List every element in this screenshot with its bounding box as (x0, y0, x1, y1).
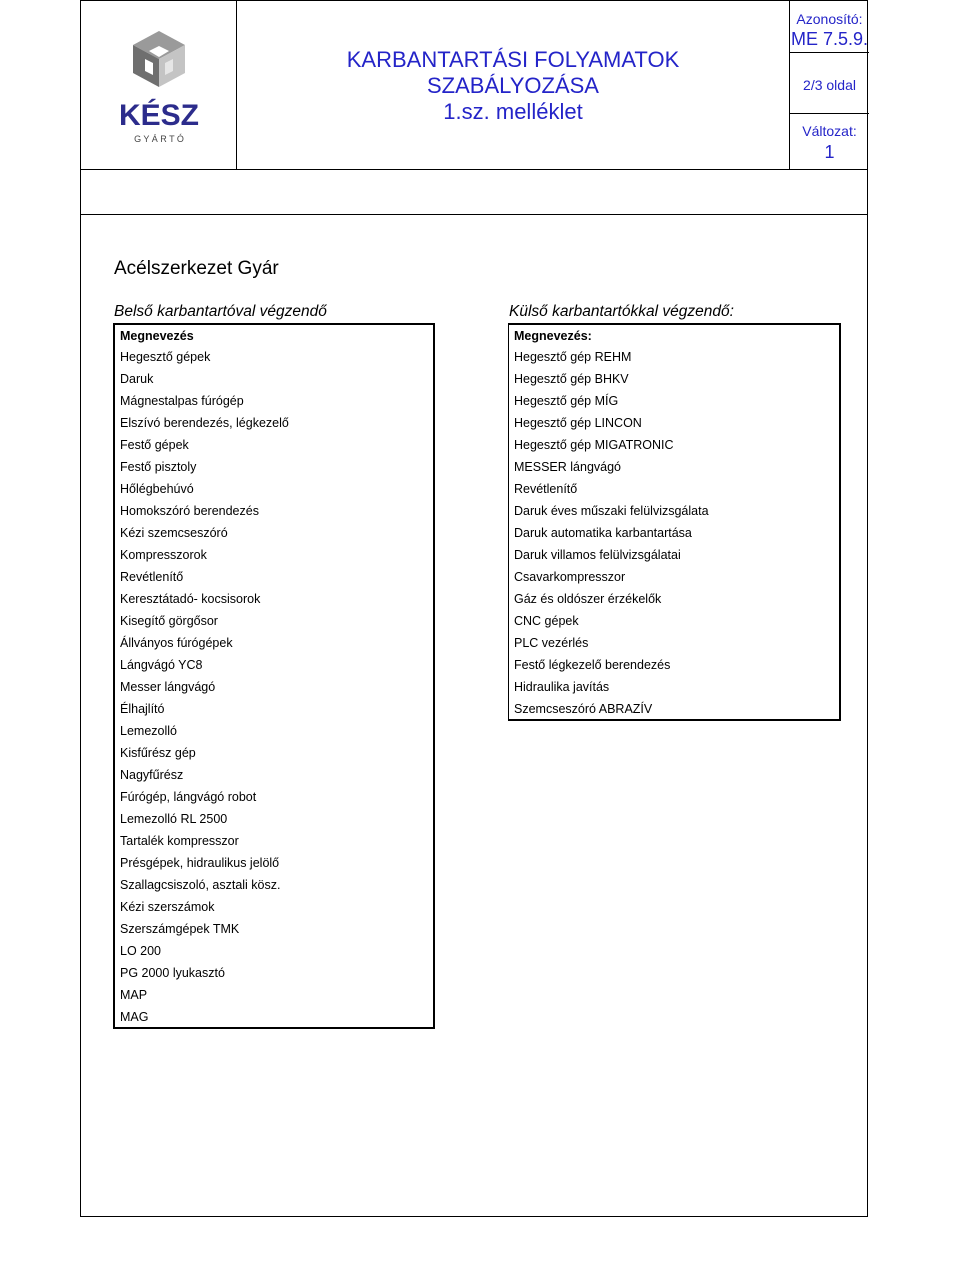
table-row (114, 390, 434, 412)
meta-divider (790, 113, 869, 114)
table-row (509, 522, 841, 544)
version-value: 1 (824, 142, 835, 162)
table-row (114, 984, 434, 1006)
table-row (509, 478, 841, 500)
table-row (114, 896, 434, 918)
column-header: Megnevezés: (509, 324, 841, 346)
list-item: Daruk (114, 368, 434, 390)
list-item: Daruk automatika karbantartása (509, 522, 841, 544)
header-blank-row (81, 169, 867, 215)
table-row (114, 434, 434, 456)
list-item: Tartalék kompresszor (114, 830, 434, 852)
table-row (114, 1006, 434, 1028)
list-item: Messer lángvágó (114, 676, 434, 698)
section-title: Acélszerkezet Gyár (114, 258, 279, 279)
list-item: Hőlégbehúvó (114, 478, 434, 500)
list-item: Daruk éves műszaki felülvizsgálata (509, 500, 841, 522)
column-header: Megnevezés (114, 324, 434, 346)
list-item: Keresztátadó- kocsisorok (114, 588, 434, 610)
table-row (509, 544, 841, 566)
table-row (114, 918, 434, 940)
version-label: Változat: (802, 123, 857, 139)
list-item: Élhajlító (114, 698, 434, 720)
list-item: Hegesztő gép LINCON (509, 412, 841, 434)
external-heading: Külső karbantartókkal végzendő: (509, 303, 734, 320)
table-row (509, 566, 841, 588)
table-row (114, 456, 434, 478)
page-number: 2/3 oldal (803, 77, 856, 93)
list-item: MAP (114, 984, 434, 1006)
table-row (509, 588, 841, 610)
table-row (509, 434, 841, 456)
list-item: Daruk villamos felülvizsgálatai (509, 544, 841, 566)
document-header (80, 0, 868, 215)
table-row (114, 698, 434, 720)
list-item: Kézi szerszámok (114, 896, 434, 918)
table-row (509, 698, 841, 720)
table-row (114, 874, 434, 896)
table-row (114, 610, 434, 632)
table-row (114, 720, 434, 742)
table-row (114, 786, 434, 808)
table-row (509, 456, 841, 478)
list-item: Lemezolló RL 2500 (114, 808, 434, 830)
table-row (114, 632, 434, 654)
list-item: LO 200 (114, 940, 434, 962)
table-row (114, 852, 434, 874)
list-item: Fúrógép, lángvágó robot (114, 786, 434, 808)
table-row (114, 522, 434, 544)
svg-text:KÉSZ: KÉSZ (118, 99, 200, 132)
internal-maintenance-table (113, 323, 435, 1029)
company-logo (81, 1, 237, 169)
list-item: Lemezolló (114, 720, 434, 742)
id-value: ME 7.5.9. (790, 29, 869, 49)
list-item: Kompresszorok (114, 544, 434, 566)
title-line-2: SZABÁLYOZÁSA (427, 73, 599, 98)
table-row (114, 742, 434, 764)
table-row (509, 632, 841, 654)
list-item: Revétlenítő (509, 478, 841, 500)
external-maintenance-table (508, 323, 841, 721)
meta-divider (790, 52, 869, 53)
list-item: Présgépek, hidraulikus jelölő (114, 852, 434, 874)
table-row (114, 676, 434, 698)
list-item: Szallagcsiszoló, asztali kösz. (114, 874, 434, 896)
table-row (509, 346, 841, 368)
table-row (114, 808, 434, 830)
kesz-logo-icon (81, 1, 237, 169)
title-line-3: 1.sz. melléklet (443, 99, 583, 124)
list-item: Elszívó berendezés, légkezelő (114, 412, 434, 434)
list-item: Mágnestalpas fúrógép (114, 390, 434, 412)
table-row (509, 368, 841, 390)
list-item: Hegesztő gép MIGATRONIC (509, 434, 841, 456)
table-row (114, 764, 434, 786)
table-row (114, 412, 434, 434)
table-row (114, 566, 434, 588)
list-item: Hegesztő gép BHKV (509, 368, 841, 390)
table-row (114, 940, 434, 962)
internal-heading: Belső karbantartóval végzendő (114, 303, 327, 320)
list-item: MAG (114, 1006, 434, 1028)
list-item: Lángvágó YC8 (114, 654, 434, 676)
table-row (509, 390, 841, 412)
table-row (509, 654, 841, 676)
table-row (114, 588, 434, 610)
list-item: Kisegítő görgősor (114, 610, 434, 632)
table-row (114, 346, 434, 368)
list-item: Revétlenítő (114, 566, 434, 588)
table-row (509, 412, 841, 434)
table-row (114, 544, 434, 566)
table-row (509, 676, 841, 698)
list-item: Hidraulika javítás (509, 676, 841, 698)
svg-text:G Y Á R T Ó: G Y Á R T Ó (134, 134, 184, 144)
table-row (114, 830, 434, 852)
list-item: Gáz és oldószer érzékelők (509, 588, 841, 610)
table-row (509, 500, 841, 522)
document-title (237, 1, 789, 169)
list-item: Festő légkezelő berendezés (509, 654, 841, 676)
list-item: CNC gépek (509, 610, 841, 632)
list-item: MESSER lángvágó (509, 456, 841, 478)
list-item: PG 2000 lyukasztó (114, 962, 434, 984)
list-item: Hegesztő gép REHM (509, 346, 841, 368)
title-line-1: KARBANTARTÁSI FOLYAMATOK (346, 47, 680, 72)
document-meta (789, 1, 869, 169)
list-item: Festő gépek (114, 434, 434, 456)
list-item: Hegesztő gépek (114, 346, 434, 368)
table-row (114, 962, 434, 984)
list-item: Kisfűrész gép (114, 742, 434, 764)
list-item: Állványos fúrógépek (114, 632, 434, 654)
table-row (114, 500, 434, 522)
list-item: Csavarkompresszor (509, 566, 841, 588)
list-item: Kézi szemcseszóró (114, 522, 434, 544)
id-label: Azonosító: (796, 11, 863, 27)
list-item: Hegesztő gép MÍG (509, 390, 841, 412)
list-item: Szemcseszóró ABRAZÍV (509, 698, 841, 720)
table-row (114, 368, 434, 390)
list-item: Homokszóró berendezés (114, 500, 434, 522)
table-row (114, 478, 434, 500)
table-row (509, 610, 841, 632)
list-item: PLC vezérlés (509, 632, 841, 654)
table-row (114, 654, 434, 676)
list-item: Nagyfűrész (114, 764, 434, 786)
list-item: Festő pisztoly (114, 456, 434, 478)
list-item: Szerszámgépek TMK (114, 918, 434, 940)
